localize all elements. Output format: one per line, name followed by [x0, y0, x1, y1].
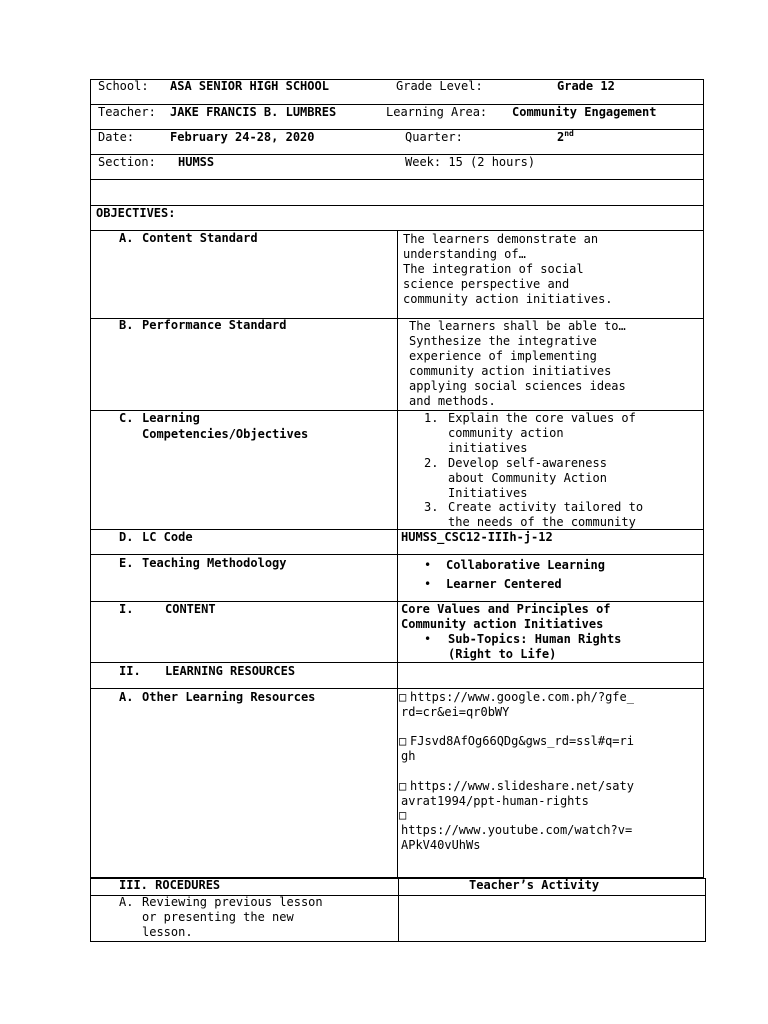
procedure-a-line: Reviewing previous lesson	[142, 895, 323, 909]
grade-value: Grade 12	[557, 79, 615, 93]
content-left-cell	[90, 601, 398, 663]
methodology-item: Learner Centered	[446, 577, 562, 591]
bullet-icon: •	[424, 577, 432, 591]
competency-line: community action	[448, 426, 564, 440]
lc-code-label: LC Code	[142, 530, 193, 544]
checkbox-icon: □	[399, 779, 407, 793]
teacher-activity-header: Teacher’s Activity	[469, 878, 600, 892]
date-label: Date:	[98, 130, 135, 144]
resource-link[interactable]: APkV40vUhWs	[401, 838, 481, 852]
procedures-label: III. ROCEDURES	[119, 878, 221, 892]
performance-standard-line: community action initiatives	[409, 364, 612, 378]
other-resources-label: Other Learning Resources	[142, 690, 316, 704]
content-line: Core Values and Principles of	[401, 602, 611, 616]
competency-number: 2.	[424, 456, 439, 470]
resource-link[interactable]: rd=cr&ei=qr0bWY	[401, 705, 510, 719]
quarter-value: 2nd	[557, 129, 574, 144]
competency-line: about Community Action	[448, 471, 607, 485]
procedure-a-line: lesson.	[142, 925, 193, 939]
school-label: School:	[98, 79, 149, 93]
competency-line: the needs of the community	[448, 515, 636, 529]
lc-code-left-cell	[90, 529, 398, 555]
content-standard-letter: A.	[119, 231, 134, 245]
other-resources-letter: A.	[119, 690, 134, 704]
competencies-label-1: Learning	[142, 411, 200, 425]
content-standard-line: science perspective and	[403, 277, 570, 291]
competencies-letter: C.	[119, 411, 134, 425]
content-standard-line: The integration of social	[403, 262, 584, 276]
methodology-item: Collaborative Learning	[446, 558, 605, 572]
performance-standard-line: and methods.	[409, 394, 496, 408]
teacher-value: JAKE FRANCIS B. LUMBRES	[170, 105, 337, 119]
competency-line: initiatives	[448, 441, 528, 455]
performance-standard-label: Performance Standard	[142, 318, 287, 332]
objectives-heading: OBJECTIVES:	[96, 206, 176, 220]
resource-link[interactable]: avrat1994/ppt-human-rights	[401, 794, 589, 808]
resources-right-cell	[397, 662, 704, 689]
competencies-label-2: Competencies/Objectives	[142, 427, 309, 441]
objectives-row	[90, 205, 704, 231]
competency-line: Explain the core values of	[448, 411, 636, 425]
content-num: I.	[119, 602, 134, 616]
quarter-label: Quarter:	[405, 130, 463, 144]
performance-standard-line: applying social sciences ideas	[409, 379, 626, 393]
resource-link[interactable]: https://www.slideshare.net/saty	[410, 779, 634, 793]
content-label: CONTENT	[165, 602, 216, 616]
content-subtopic: Sub-Topics: Human Rights	[448, 632, 622, 646]
procedure-a-right-cell	[398, 895, 706, 942]
resources-label: LEARNING RESOURCES	[165, 664, 296, 678]
performance-standard-letter: B.	[119, 318, 134, 332]
school-value: ASA SENIOR HIGH SCHOOL	[170, 79, 329, 93]
teacher-label: Teacher:	[98, 105, 156, 119]
content-standard-line: The learners demonstrate an	[403, 232, 599, 246]
blank-row	[90, 179, 704, 206]
section-label: Section:	[98, 155, 156, 169]
other-resources-left-cell	[90, 688, 398, 878]
resource-link[interactable]: FJsvd8AfOg66QDg&gws_rd=ssl#q=ri	[410, 734, 634, 748]
learning-area-value: Community Engagement	[512, 105, 657, 119]
lc-code-value: HUMSS_CSC12-IIIh-j-12	[401, 530, 553, 544]
week-label: Week: 15 (2 hours)	[405, 155, 536, 169]
methodology-letter: E.	[119, 556, 134, 570]
competency-line: Develop self-awareness	[448, 456, 607, 470]
procedure-a-line: or presenting the new	[142, 910, 294, 924]
bullet-icon: •	[424, 558, 432, 572]
checkbox-icon: □	[399, 808, 407, 822]
procedure-a-letter: A.	[119, 895, 134, 909]
content-subtopic: (Right to Life)	[448, 647, 557, 661]
competency-number: 1.	[424, 411, 439, 425]
competency-line: Create activity tailored to	[448, 500, 644, 514]
grade-label: Grade Level:	[396, 79, 483, 93]
resource-link[interactable]: gh	[401, 749, 416, 763]
checkbox-icon: □	[399, 734, 407, 748]
bullet-icon: •	[424, 632, 432, 646]
resources-num: II.	[119, 664, 141, 678]
content-standard-label: Content Standard	[142, 231, 258, 245]
checkbox-icon: □	[399, 690, 407, 704]
competency-line: Initiatives	[448, 486, 528, 500]
performance-standard-line: experience of implementing	[409, 349, 597, 363]
performance-standard-line: Synthesize the integrative	[409, 334, 597, 348]
content-standard-line: understanding of…	[403, 247, 526, 261]
content-standard-line: community action initiatives.	[403, 292, 613, 306]
competency-number: 3.	[424, 500, 439, 514]
performance-standard-line: The learners shall be able to…	[409, 319, 626, 333]
resource-link[interactable]: https://www.google.com.ph/?gfe_	[410, 690, 634, 704]
date-value: February 24-28, 2020	[170, 130, 315, 144]
section-value: HUMSS	[178, 155, 215, 169]
methodology-label: Teaching Methodology	[142, 556, 287, 570]
lc-code-letter: D.	[119, 530, 134, 544]
learning-area-label: Learning Area:	[386, 105, 488, 119]
content-line: Community action Initiatives	[401, 617, 604, 631]
resource-link[interactable]: https://www.youtube.com/watch?v=	[401, 823, 633, 837]
